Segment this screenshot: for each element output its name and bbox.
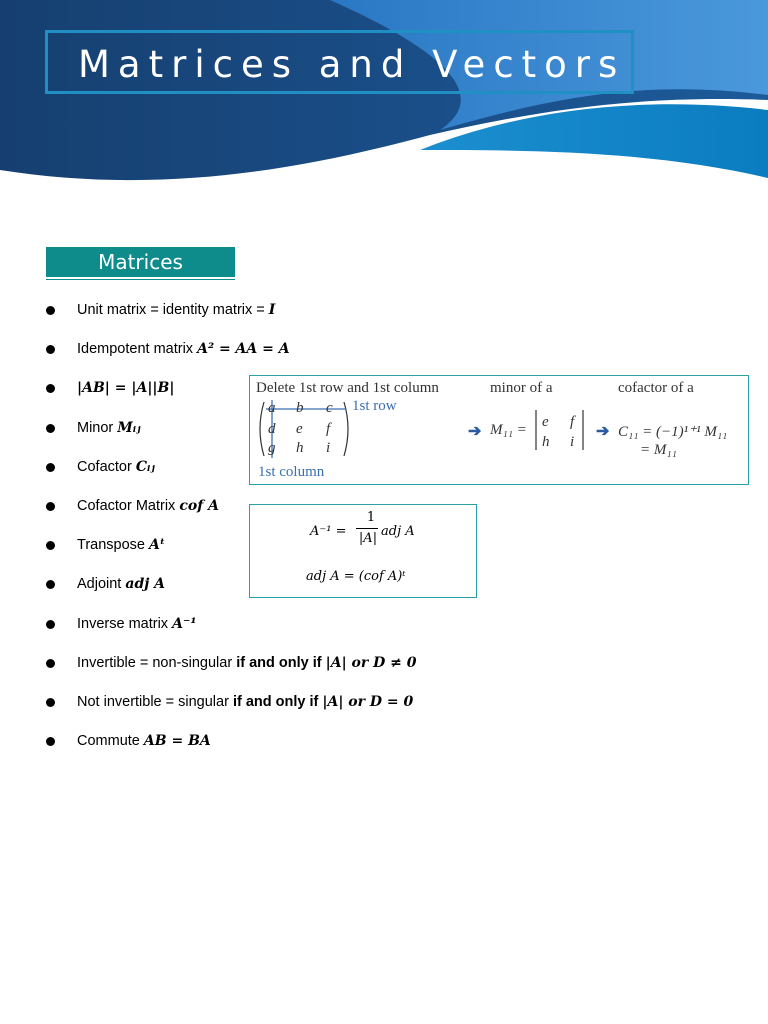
item-text: Adjoint	[77, 576, 126, 593]
minor-cell: e	[542, 414, 549, 430]
item-math: A⁻¹	[172, 615, 197, 632]
cofactor-label: cofactor of a	[618, 380, 694, 396]
item-text: Commute	[77, 733, 144, 750]
list-item	[46, 727, 486, 766]
item-emphasis: if and only if	[232, 693, 323, 710]
item-math: adj A	[125, 576, 166, 593]
list-item	[46, 649, 486, 688]
fraction-bar	[356, 528, 378, 529]
item-math: |AB| = |A||B|	[77, 380, 175, 397]
inverse-lhs: A⁻¹ =	[310, 524, 347, 539]
minor-expression: M₁₁ =	[490, 422, 527, 438]
item-text: Cofactor Matrix	[77, 497, 180, 514]
bullet-icon	[46, 384, 55, 393]
cofactor-result: = M₁₁	[640, 442, 677, 458]
minor-cell: h	[542, 434, 550, 450]
item-text: Unit matrix = identity matrix =	[77, 302, 269, 318]
list-item	[46, 688, 486, 727]
cofactor-expression: C₁₁ = (−1)¹⁺¹ M₁₁	[618, 424, 728, 440]
list-item	[46, 610, 486, 649]
item-math: |A| or D = 0	[322, 693, 414, 710]
matrix-cell: f	[326, 421, 331, 437]
minor-cell: f	[570, 414, 575, 430]
fraction-numerator: 1	[366, 510, 376, 525]
matrix-cell: b	[296, 400, 304, 416]
item-text: Inverse matrix	[77, 615, 173, 632]
matrix-cell: a	[268, 400, 276, 416]
item-text: Not invertible = singular	[77, 693, 233, 710]
item-text: Transpose	[77, 537, 149, 554]
item-text: Invertible = non-singular	[77, 654, 237, 671]
section-underline	[46, 279, 235, 280]
item-math: Mᵢⱼ	[117, 419, 141, 436]
item-math: cof A	[179, 497, 219, 514]
bullet-icon	[46, 698, 55, 707]
figure-heading: Delete 1st row and 1st column	[256, 380, 439, 396]
item-math: Aᵗ	[149, 537, 166, 554]
matrix-cell: g	[268, 440, 276, 456]
inverse-formula-box	[249, 504, 477, 598]
item-math: I	[268, 302, 276, 318]
minor-cell: i	[570, 434, 575, 450]
bullet-icon	[46, 737, 55, 746]
bullet-icon	[46, 580, 55, 589]
fraction-denominator: |A|	[358, 531, 378, 546]
bullet-icon	[46, 345, 55, 354]
matrix-cell: i	[326, 440, 331, 456]
item-math: A² = AA = A	[197, 341, 290, 358]
adjoint-formula: adj A = (cof A)ᵗ	[306, 569, 406, 584]
bullet-icon	[46, 502, 55, 511]
matrix-cell: h	[296, 440, 304, 456]
list-item	[46, 296, 486, 335]
item-math: Cᵢⱼ	[135, 458, 155, 475]
item-math: |A| or D ≠ 0	[325, 654, 417, 671]
matrix-cell: c	[326, 400, 333, 416]
arrow-right-icon: ➔	[468, 423, 482, 440]
bullet-icon	[46, 620, 55, 629]
item-text: Cofactor	[77, 458, 136, 475]
page-title: Matrices and Vectors	[78, 43, 626, 86]
bullet-icon	[46, 424, 55, 433]
matrix-cell: e	[296, 421, 303, 437]
item-text: Minor	[77, 419, 118, 436]
column-label: 1st column	[258, 464, 325, 480]
title-box	[45, 30, 634, 94]
bullet-icon	[46, 541, 55, 550]
section-tag-matrices: Matrices	[46, 247, 235, 277]
bullet-icon	[46, 659, 55, 668]
item-math: AB = BA	[143, 733, 211, 750]
list-item	[46, 335, 486, 374]
bullet-icon	[46, 306, 55, 315]
cofactor-figure	[249, 375, 749, 485]
matrix-cell: d	[268, 421, 276, 437]
arrow-right-icon: ➔	[596, 423, 610, 440]
minor-label: minor of a	[490, 380, 553, 396]
item-emphasis: if and only if	[236, 654, 326, 671]
row-label: 1st row	[352, 398, 397, 414]
item-text: Idempotent matrix	[77, 341, 198, 358]
bullet-icon	[46, 463, 55, 472]
inverse-rhs: adj A	[381, 524, 415, 539]
